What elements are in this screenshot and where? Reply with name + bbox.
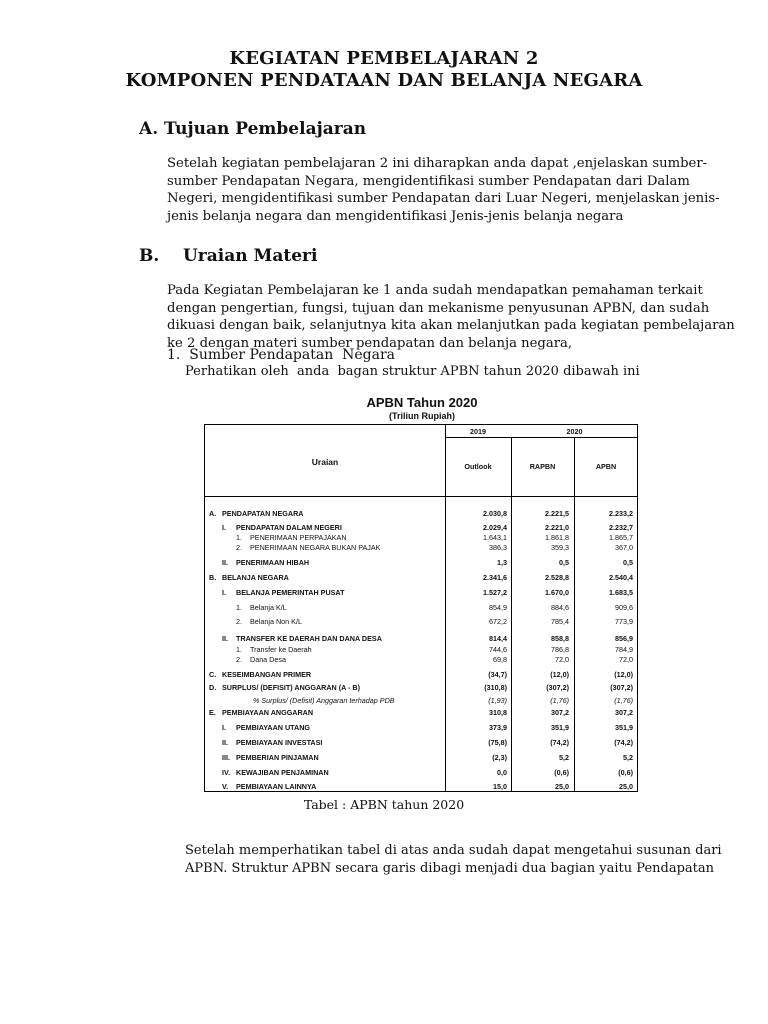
value-apbn-2020: 784,9	[615, 645, 633, 654]
paragraph-line: Negeri, mengidentifikasi sumber Pendapatan dari Luar Negeri, menjelaskan jenis-	[167, 191, 720, 206]
row-number: II.	[222, 634, 228, 643]
apbn-table	[204, 424, 638, 792]
table-row	[205, 617, 637, 627]
row-number: 1.	[236, 603, 242, 612]
row-number: V.	[222, 782, 229, 791]
table-row	[205, 723, 637, 733]
row-label: PENDAPATAN NEGARA	[222, 509, 304, 518]
header-uraian: Uraian	[311, 457, 339, 467]
value-rapbn-2020: 72,0	[555, 655, 569, 664]
value-outlook-2019: (2,3)	[492, 753, 507, 762]
subsection-1-heading: 1. Sumber Pendapatan Negara	[167, 347, 396, 363]
table-row	[205, 683, 637, 693]
value-outlook-2019: (34,7)	[488, 670, 507, 679]
value-rapbn-2020: 2.528,8	[545, 573, 569, 582]
row-label: BELANJA PEMERINTAH PUSAT	[236, 588, 345, 597]
section-a-paragraph	[167, 155, 720, 225]
paragraph-line: Pada Kegiatan Pembelajaran ke 1 anda sudah mendapatkan pemahaman terkait	[167, 283, 703, 298]
value-rapbn-2020: 5,2	[559, 753, 569, 762]
value-apbn-2020: 856,9	[615, 634, 633, 643]
row-number: D.	[209, 683, 217, 692]
paragraph-line: sumber Pendapatan Negara, mengidentifikasi sumber Pendapatan dari Dalam	[167, 173, 690, 189]
value-apbn-2020: 2.232,7	[609, 523, 633, 532]
row-label: PEMBIAYAAN UTANG	[236, 723, 311, 732]
value-rapbn-2020: 307,2	[551, 708, 569, 717]
value-outlook-2019: 386,3	[489, 543, 507, 552]
row-number: 1.	[236, 533, 242, 542]
value-apbn-2020: (1,76)	[614, 696, 633, 705]
value-outlook-2019: 854,9	[489, 603, 507, 612]
header-apbn: APBN	[595, 462, 617, 471]
value-apbn-2020: 773,9	[615, 617, 633, 626]
value-outlook-2019: (310,8)	[484, 683, 507, 692]
table-row	[205, 603, 637, 613]
value-outlook-2019: 1,3	[497, 558, 507, 567]
row-number: C.	[209, 670, 217, 679]
value-outlook-2019: 69,8	[493, 655, 507, 664]
header-divider	[445, 437, 638, 438]
page-title-line2: KOMPONEN PENDATAAN DAN BELANJA NEGARA	[125, 70, 643, 91]
value-rapbn-2020: 359,3	[551, 543, 569, 552]
value-rapbn-2020: 1.861,8	[545, 533, 569, 542]
value-rapbn-2020: (74,2)	[550, 738, 569, 747]
row-label: BELANJA NEGARA	[222, 573, 289, 582]
row-number: 2.	[236, 543, 242, 552]
table-title: APBN Tahun 2020	[366, 395, 478, 410]
value-apbn-2020: (74,2)	[614, 738, 633, 747]
paragraph-line: Setelah memperhatikan tabel di atas anda sudah dapat mengetahui susunan dari	[185, 843, 722, 858]
value-apbn-2020: 72,0	[619, 655, 633, 664]
table-row	[205, 768, 637, 778]
row-label: SURPLUS/ (DEFISIT) ANGGARAN (A - B)	[222, 683, 361, 692]
row-label: Belanja Non K/L	[250, 617, 302, 626]
row-number: IV.	[222, 768, 231, 777]
row-label: PEMBIAYAAN INVESTASI	[236, 738, 323, 747]
table-row	[205, 543, 637, 553]
value-rapbn-2020: (307,2)	[546, 683, 569, 692]
row-label: TRANSFER KE DAERAH DAN DANA DESA	[236, 634, 382, 643]
row-label: PEMBERIAN PINJAMAN	[236, 753, 319, 762]
page-title-line1: KEGIATAN PEMBELAJARAN 2	[229, 48, 539, 69]
table-row	[205, 782, 637, 792]
table-row	[205, 588, 637, 598]
row-number: III.	[222, 753, 230, 762]
table-row	[205, 634, 637, 644]
table-row	[205, 753, 637, 763]
value-rapbn-2020: 786,8	[551, 645, 569, 654]
section-b-heading: B. Uraian Materi	[139, 246, 318, 266]
value-apbn-2020: (12,0)	[614, 670, 633, 679]
value-apbn-2020: 307,2	[615, 708, 633, 717]
value-rapbn-2020: 2.221,5	[545, 509, 569, 518]
value-rapbn-2020: 25,0	[555, 782, 569, 791]
row-label: PENERIMAAN NEGARA BUKAN PAJAK	[250, 543, 381, 552]
header-rapbn: RAPBN	[529, 462, 556, 471]
table-row	[205, 738, 637, 748]
value-rapbn-2020: (1,76)	[550, 696, 569, 705]
value-apbn-2020: 2.540,4	[609, 573, 633, 582]
row-number: E.	[209, 708, 216, 717]
value-outlook-2019: 2.029,4	[483, 523, 507, 532]
paragraph-line: APBN. Struktur APBN secara garis dibagi menjadi dua bagian yaitu Pendapatan	[185, 860, 715, 876]
paragraph-line: Setelah kegiatan pembelajaran 2 ini diharapkan anda dapat ,enjelaskan sumber-	[167, 156, 708, 171]
value-outlook-2019: (1,93)	[488, 696, 507, 705]
value-outlook-2019: 814,4	[489, 634, 507, 643]
value-outlook-2019: 15,0	[493, 782, 507, 791]
value-apbn-2020: 25,0	[619, 782, 633, 791]
value-outlook-2019: 1.527,2	[483, 588, 507, 597]
header-2019: 2019	[470, 427, 486, 436]
table-subtitle: (Triliun Rupiah)	[389, 411, 455, 421]
value-apbn-2020: 2.233,2	[609, 509, 633, 518]
row-label: PENERIMAAN PERPAJAKAN	[250, 533, 347, 542]
closing-paragraph	[185, 842, 722, 877]
table-row	[205, 509, 637, 519]
value-rapbn-2020: 1.670,0	[545, 588, 569, 597]
row-label: KESEIMBANGAN PRIMER	[222, 670, 312, 679]
paragraph-line: dikuasi dengan baik, selanjutnya kita akan melanjutkan pada kegiatan pembelajaran	[167, 318, 735, 333]
row-label: PENDAPATAN DALAM NEGERI	[236, 523, 342, 532]
row-label: PENERIMAAN HIBAH	[236, 558, 310, 567]
value-rapbn-2020: 858,8	[551, 634, 569, 643]
value-apbn-2020: (307,2)	[610, 683, 633, 692]
value-rapbn-2020: 2.221,0	[545, 523, 569, 532]
value-outlook-2019: 0,0	[497, 768, 507, 777]
row-number: I.	[222, 523, 226, 532]
row-label: Transfer ke Daerah	[250, 645, 312, 654]
value-outlook-2019: 310,8	[489, 708, 507, 717]
row-label: Belanja K/L	[250, 603, 287, 612]
row-number: B.	[209, 573, 217, 582]
paragraph-line: dengan pengertian, fungsi, tujuan dan mekanisme penyusunan APBN, dan sudah	[167, 300, 710, 316]
row-number: I.	[222, 723, 226, 732]
value-outlook-2019: 2.341,6	[483, 573, 507, 582]
value-outlook-2019: 2.030,8	[483, 509, 507, 518]
row-label: % Surplus/ (Defisit) Anggaran terhadap PDB	[253, 696, 395, 705]
section-b-paragraph	[167, 282, 735, 352]
header-outlook: Outlook	[464, 462, 492, 471]
row-number: 2.	[236, 617, 242, 626]
value-outlook-2019: 672,2	[489, 617, 507, 626]
row-label: PEMBIAYAAN LAINNYA	[236, 782, 317, 791]
value-outlook-2019: (75,8)	[488, 738, 507, 747]
value-rapbn-2020: 0,5	[559, 558, 569, 567]
paragraph-line: ke 2 dengan materi sumber pendapatan dan belanja negara,	[167, 335, 573, 351]
row-number: 1.	[236, 645, 242, 654]
section-a-heading: A. Tujuan Pembelajaran	[139, 119, 367, 139]
value-outlook-2019: 373,9	[489, 723, 507, 732]
row-number: II.	[222, 738, 228, 747]
header-bottom-line	[205, 496, 638, 497]
value-apbn-2020: 5,2	[623, 753, 633, 762]
table-row	[205, 573, 637, 583]
subsection-1-text: Perhatikan oleh anda bagan struktur APBN tahun 2020 dibawah ini	[185, 364, 640, 379]
header-2020: 2020	[566, 427, 583, 436]
row-number: A.	[209, 509, 217, 518]
row-label: Dana Desa	[250, 655, 286, 664]
value-rapbn-2020: (12,0)	[550, 670, 569, 679]
paragraph-line: jenis belanja negara dan mengidentifikasi Jenis-jenis belanja negara	[167, 208, 624, 224]
value-apbn-2020: 367,0	[615, 543, 633, 552]
row-number: 2.	[236, 655, 242, 664]
row-number: I.	[222, 588, 226, 597]
table-row	[205, 670, 637, 680]
table-row	[205, 645, 637, 655]
table-caption: Tabel : APBN tahun 2020	[303, 797, 465, 812]
value-rapbn-2020: 884,6	[551, 603, 569, 612]
value-apbn-2020: 351,9	[615, 723, 633, 732]
value-rapbn-2020: 351,9	[551, 723, 569, 732]
value-apbn-2020: 909,6	[615, 603, 633, 612]
value-rapbn-2020: (0,6)	[554, 768, 569, 777]
value-outlook-2019: 744,6	[489, 645, 507, 654]
value-apbn-2020: 1.683,5	[609, 588, 633, 597]
table-row	[205, 708, 637, 718]
table-row	[205, 655, 637, 665]
row-label: KEWAJIBAN PENJAMINAN	[236, 768, 329, 777]
table-row	[205, 696, 637, 706]
value-rapbn-2020: 785,4	[551, 617, 569, 626]
value-apbn-2020: 1.865,7	[609, 533, 633, 542]
table-row	[205, 558, 637, 568]
value-outlook-2019: 1.643,1	[483, 533, 507, 542]
table-row	[205, 523, 637, 533]
row-label: PEMBIAYAAN ANGGARAN	[222, 708, 314, 717]
value-apbn-2020: 0,5	[623, 558, 633, 567]
row-number: II.	[222, 558, 228, 567]
value-apbn-2020: (0,6)	[618, 768, 633, 777]
table-row	[205, 533, 637, 543]
